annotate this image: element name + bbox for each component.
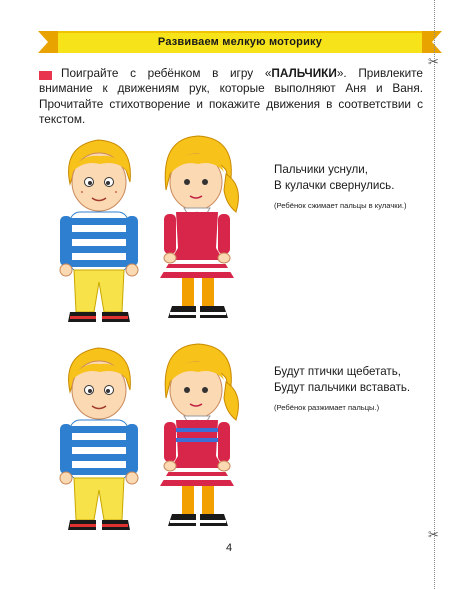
boy-illustration — [56, 340, 142, 536]
scissors-icon: ✂ — [428, 54, 439, 69]
poem-block — [274, 364, 434, 413]
poem-line: В кулачки свернулись. — [274, 178, 395, 192]
cut-line — [434, 0, 435, 589]
boy-illustration — [56, 132, 142, 328]
page-number: 4 — [225, 542, 233, 554]
poem-line: Пальчики уснули, — [274, 163, 368, 176]
section-banner — [38, 31, 442, 53]
poem-line: Будут птички щебетать, — [274, 365, 401, 378]
section-title: Развиваем мелкую моторику — [157, 36, 323, 48]
poem-block — [274, 162, 434, 211]
girl-illustration — [154, 338, 244, 534]
poem-note: (Ребёнок разжимает пальцы.) — [274, 403, 380, 412]
instruction-text: Поиграйте с ребёнком в игру «ПАЛЬЧИКИ». Привлеките внимание к движениям рук, которые выполняют Аня и Ваня. Прочитайте стихотворение и покажите движения в соответствии с текстом. — [39, 66, 423, 127]
girl-illustration — [154, 130, 244, 326]
poem-note: (Ребёнок сжимает пальцы в кулачки.) — [274, 201, 407, 210]
scissors-icon: ✂ — [428, 527, 439, 542]
poem-line: Будут пальчики вставать. — [274, 380, 411, 394]
